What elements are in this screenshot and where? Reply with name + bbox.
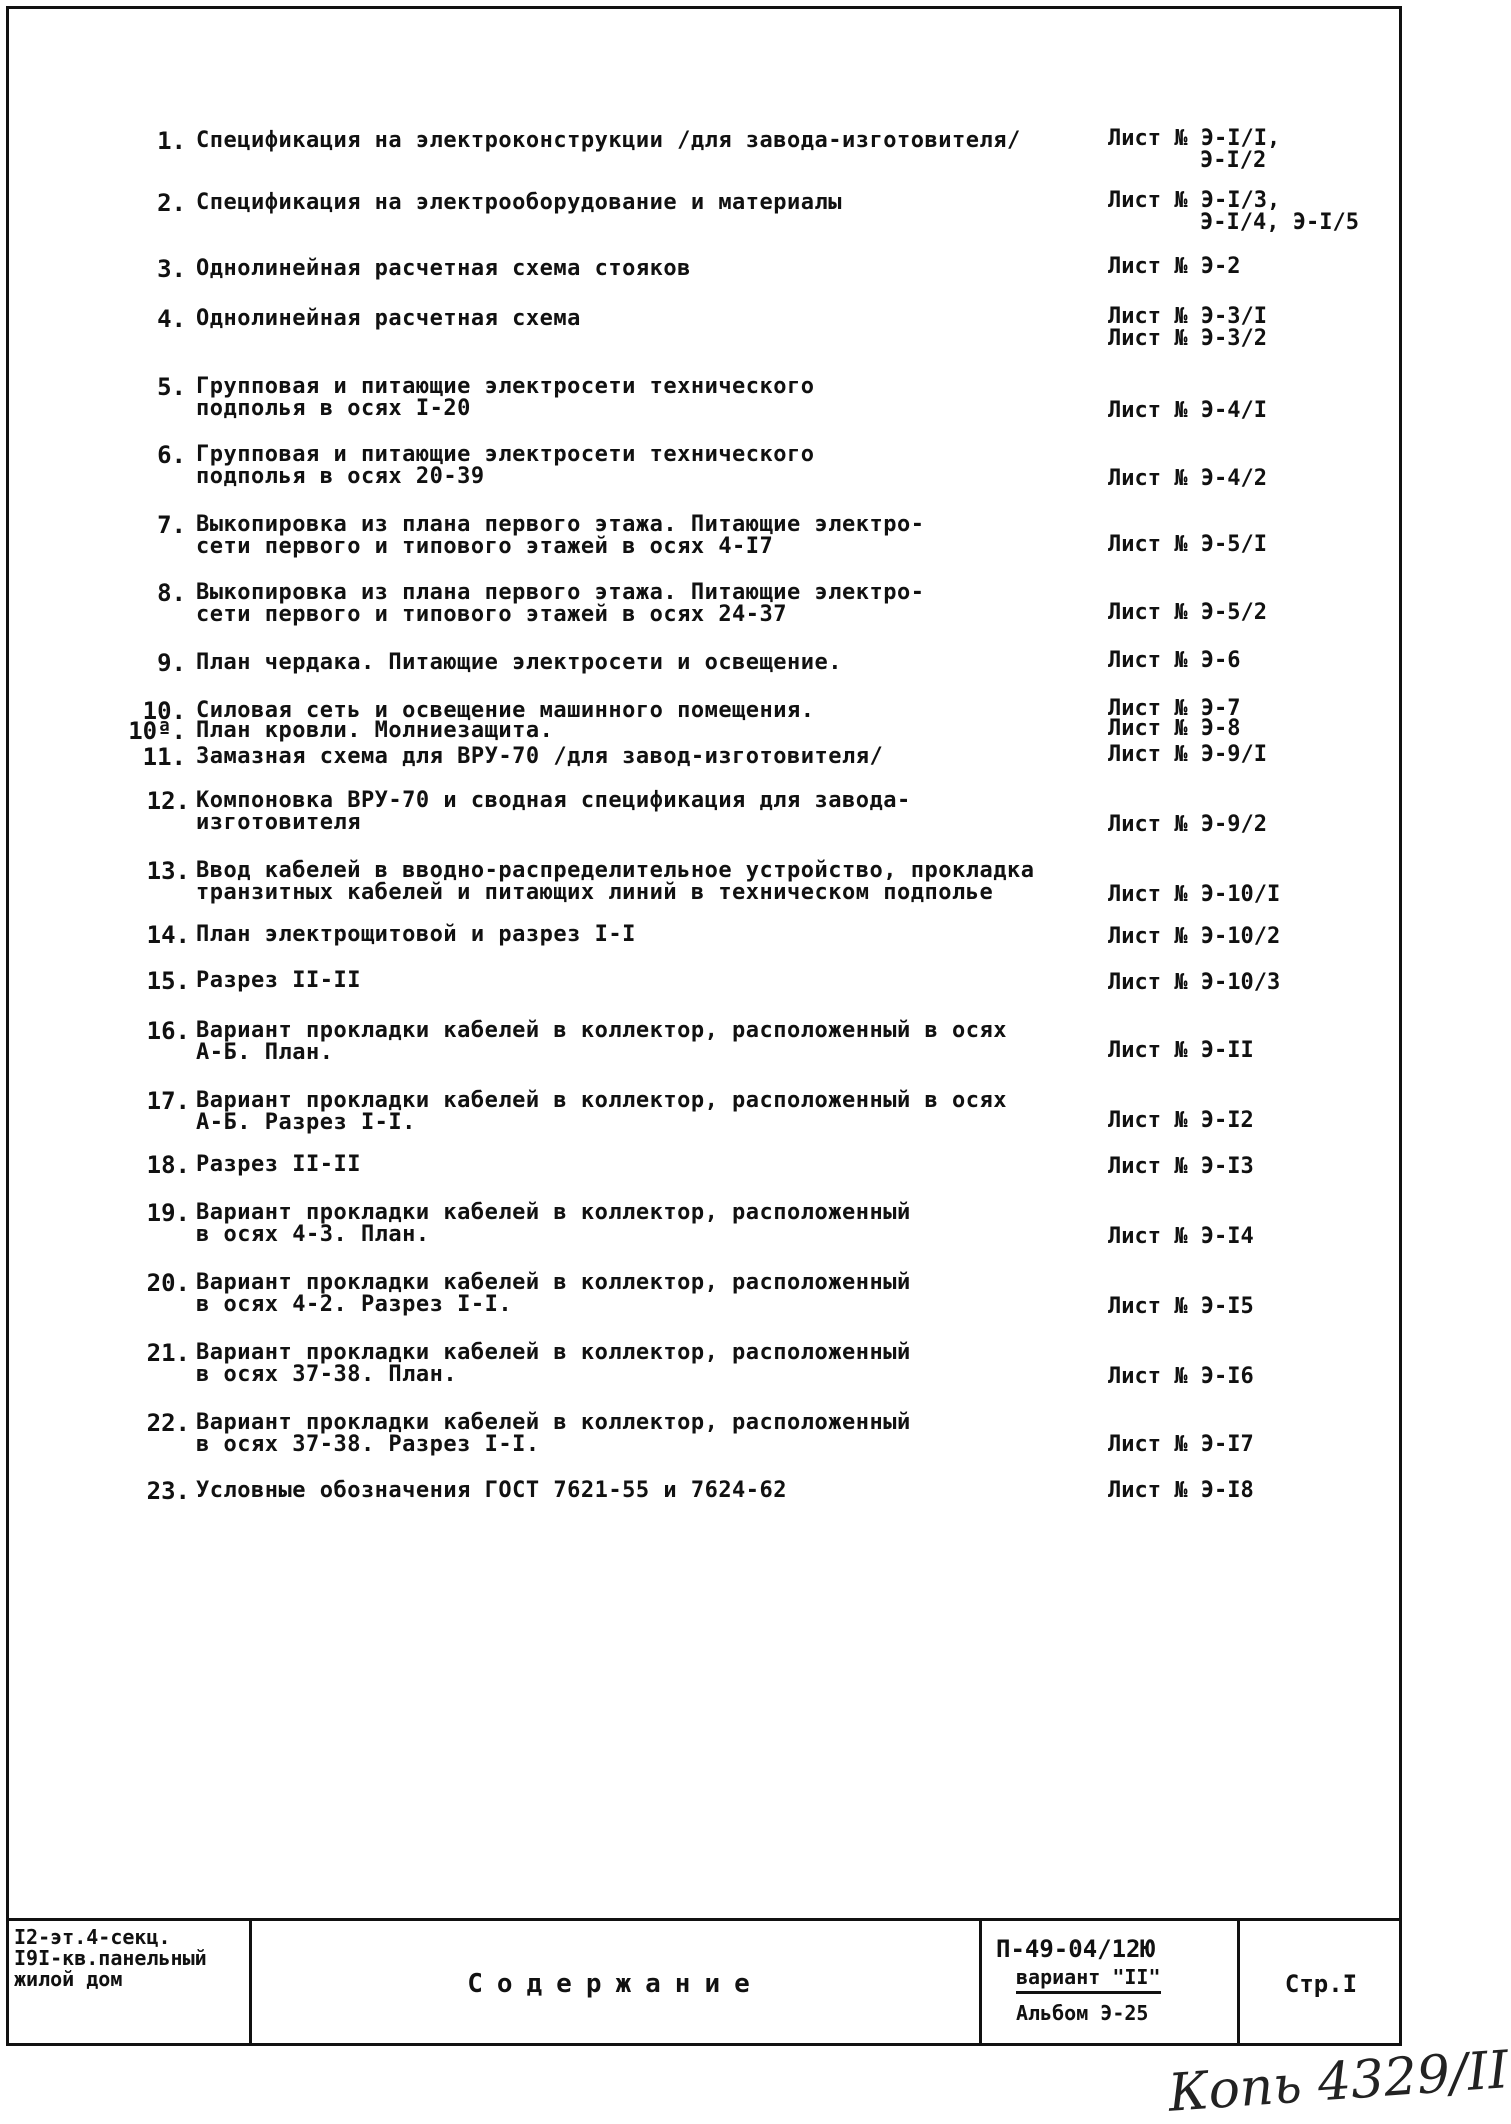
project-code: П-49-04/12Ю xyxy=(996,1935,1155,1963)
entry-number: 15. xyxy=(146,967,190,995)
album-label: Альбом Э-25 xyxy=(1016,2001,1149,2025)
entry-number: 7. xyxy=(157,511,186,539)
object-description xyxy=(6,1921,252,2046)
entry-title xyxy=(196,192,1076,214)
entry-title xyxy=(196,1272,1076,1316)
object-line: I9I-кв.панельный xyxy=(14,1946,207,1970)
entry-number: 18. xyxy=(146,1151,190,1179)
entry-sheet-reference xyxy=(1108,1366,1328,1388)
entry-number: 8. xyxy=(157,579,186,607)
entry-number: 10. xyxy=(142,697,186,725)
entry-title-line: Вариант прокладки кабелей в коллектор, расположенный xyxy=(196,1410,911,1435)
sheet-reference-line: Лист № Э-I/I, xyxy=(1108,126,1281,151)
entry-title xyxy=(196,130,1076,152)
object-line: жилой дом xyxy=(14,1967,123,1991)
entry-title-line: Вариант прокладки кабелей в коллектор, расположенный в осях xyxy=(196,1018,1007,1043)
entry-title-line: Выкопировка из плана первого этажа. Питающие электро- xyxy=(196,580,925,605)
variant-label: вариант "II" xyxy=(1016,1965,1161,1994)
entry-title-line: в осях 37-38. Разрез I-I. xyxy=(196,1432,540,1457)
entry-title-line: Замазная схема для ВРУ-70 /для завод-изготовителя/ xyxy=(196,744,884,769)
page-number-cell xyxy=(1240,1921,1402,2046)
entry-sheet-reference xyxy=(1108,400,1328,422)
entry-number: 3. xyxy=(157,255,186,283)
entry-title xyxy=(196,790,1076,834)
title-block xyxy=(6,1918,1402,2046)
sheet-reference-line: Лист № Э-I/3, xyxy=(1108,188,1281,213)
entry-sheet-reference xyxy=(1108,814,1328,836)
entry-title xyxy=(196,924,1076,946)
sheet-reference-line: Лист № Э-6 xyxy=(1108,648,1241,673)
entry-title-line: сети первого и типового этажей в осях 24-37 xyxy=(196,602,788,627)
entry-title xyxy=(196,1020,1076,1064)
sheet-reference-line: Лист № Э-3/I xyxy=(1108,304,1267,329)
sheet-reference-line: Лист № Э-8 xyxy=(1108,716,1241,741)
sheet-reference-line: Лист № Э-5/I xyxy=(1108,532,1267,557)
entry-title xyxy=(196,1154,1076,1176)
sheet-reference-line: Лист № Э-10/2 xyxy=(1108,924,1281,949)
entry-sheet-reference xyxy=(1108,256,1328,278)
entry-title-line: Силовая сеть и освещение машинного помещения. xyxy=(196,698,815,723)
entry-title-line: подполья в осях 20-39 xyxy=(196,464,485,489)
entry-title xyxy=(196,1342,1076,1386)
entry-sheet-reference xyxy=(1108,188,1359,235)
entry-sheet-reference xyxy=(1108,884,1328,906)
entry-sheet-reference xyxy=(1108,468,1328,490)
sheet-reference-line: Лист № Э-10/I xyxy=(1108,882,1281,907)
entry-title-line: План электрощитовой и разрез I-I xyxy=(196,922,636,947)
sheet-reference-line: Лист № Э-I4 xyxy=(1108,1224,1254,1249)
entry-number: 14. xyxy=(146,921,190,949)
entry-sheet-reference xyxy=(1108,534,1328,556)
entry-title xyxy=(196,970,1076,992)
entry-title xyxy=(196,582,1076,626)
entry-title-line: транзитных кабелей и питающих линий в техническом подполье xyxy=(196,880,994,905)
sheet-reference-line: Лист № Э-I8 xyxy=(1108,1478,1254,1503)
entry-title-line: Групповая и питающие электросети технического xyxy=(196,374,815,399)
entry-title-line: А-Б. План. xyxy=(196,1040,334,1065)
entry-title-line: Спецификация на электроконструкции /для завода-изготовителя/ xyxy=(196,128,1021,153)
entry-title-line: Выкопировка из плана первого этажа. Питающие электро- xyxy=(196,512,925,537)
sheet-reference-line: Лист № Э-10/3 xyxy=(1108,970,1281,995)
entry-title-line: в осях 37-38. План. xyxy=(196,1362,458,1387)
entry-title-line: Вариант прокладки кабелей в коллектор, расположенный xyxy=(196,1340,911,1365)
entry-sheet-reference xyxy=(1108,926,1328,948)
entry-title xyxy=(196,308,1076,330)
entry-title xyxy=(196,1412,1076,1456)
entry-title-line: Ввод кабелей в вводно-распределительное устройство, прокладка xyxy=(196,858,1035,883)
entry-title-line: в осях 4-2. Разрез I-I. xyxy=(196,1292,513,1317)
project-code-cell xyxy=(982,1921,1240,2046)
entry-title xyxy=(196,720,1076,742)
entry-title xyxy=(196,514,1076,558)
sheet-reference-line: Лист № Э-9/I xyxy=(1108,742,1267,767)
sheet-reference-line: Лист № Э-2 xyxy=(1108,254,1241,279)
entry-title xyxy=(196,258,1076,280)
sheet-reference-line: Э-I/2 xyxy=(1200,148,1267,173)
entry-title xyxy=(196,376,1076,420)
handwritten-inventory-mark: Копь 4329/ІІ xyxy=(1166,2040,1511,2124)
entry-number: 5. xyxy=(157,373,186,401)
entry-title xyxy=(196,746,1076,768)
entry-number: 16. xyxy=(146,1017,190,1045)
entry-title xyxy=(196,1202,1076,1246)
entry-sheet-reference xyxy=(1108,718,1328,740)
entry-number: 9. xyxy=(157,649,186,677)
entry-title-line: План кровли. Молниезащита. xyxy=(196,718,554,743)
entry-number: 4. xyxy=(157,305,186,333)
entry-number: 19. xyxy=(146,1199,190,1227)
sheet-reference-line: Лист № Э-4/I xyxy=(1108,398,1267,423)
entry-title-line: Разрез II-II xyxy=(196,1152,361,1177)
entry-number: 21. xyxy=(146,1339,190,1367)
entry-title xyxy=(196,1090,1076,1134)
entry-number: 2. xyxy=(157,189,186,217)
entry-number: 11. xyxy=(142,743,186,771)
sheet-reference-line: Лист № Э-5/2 xyxy=(1108,600,1267,625)
entry-number: 20. xyxy=(146,1269,190,1297)
entry-sheet-reference xyxy=(1108,1110,1328,1132)
entry-sheet-reference xyxy=(1108,1434,1328,1456)
sheet-reference-line: Лист № Э-9/2 xyxy=(1108,812,1267,837)
entry-title-line: изготовителя xyxy=(196,810,361,835)
entry-sheet-reference xyxy=(1108,972,1328,994)
entry-title-line: Однолинейная расчетная схема xyxy=(196,306,581,331)
sheet-reference-line: Лист № Э-4/2 xyxy=(1108,466,1267,491)
sheet-reference-line: Лист № Э-I3 xyxy=(1108,1154,1254,1179)
entry-sheet-reference xyxy=(1108,128,1328,172)
entry-sheet-reference xyxy=(1108,306,1328,350)
object-line: I2-эт.4-секц. xyxy=(14,1925,171,1949)
entry-number: 17. xyxy=(146,1087,190,1115)
sheet-reference-line: Лист № Э-3/2 xyxy=(1108,326,1267,351)
entry-title-line: План чердака. Питающие электросети и освещение. xyxy=(196,650,843,675)
entry-sheet-reference xyxy=(1108,1040,1328,1062)
entry-title-line: А-Б. Разрез I-I. xyxy=(196,1110,416,1135)
entry-title xyxy=(196,652,1076,674)
entry-title-line: Вариант прокладки кабелей в коллектор, расположенный в осях xyxy=(196,1088,1007,1113)
entry-title-line: Однолинейная расчетная схема стояков xyxy=(196,256,691,281)
document-title-cell xyxy=(252,1921,982,2046)
entry-number: 12. xyxy=(146,787,190,815)
entry-sheet-reference xyxy=(1108,650,1328,672)
entry-number: 22. xyxy=(146,1409,190,1437)
entry-title-line: в осях 4-3. План. xyxy=(196,1222,430,1247)
document-title: Содержание xyxy=(467,1968,764,1999)
entry-title-line: Групповая и питающие электросети технического xyxy=(196,442,815,467)
entry-number: 6. xyxy=(157,441,186,469)
entry-title-line: сети первого и типового этажей в осях 4-I7 xyxy=(196,534,774,559)
sheet-reference-line: Лист № Э-I5 xyxy=(1108,1294,1254,1319)
page-number: Стр.I xyxy=(1284,1969,1358,1998)
sheet-reference-line: Лист № Э-II xyxy=(1108,1038,1254,1063)
entry-title xyxy=(196,860,1076,904)
sheet-reference-line: Лист № Э-I6 xyxy=(1108,1364,1254,1389)
sheet-reference-line: Э-I/4, Э-I/5 xyxy=(1200,210,1359,235)
entry-number: 1. xyxy=(157,127,186,155)
entry-title xyxy=(196,1480,1076,1502)
sheet-reference-line: Лист № Э-I2 xyxy=(1108,1108,1254,1133)
entry-number: 13. xyxy=(146,857,190,885)
entry-title-line: Спецификация на электрооборудование и материалы xyxy=(196,190,843,215)
entry-title-line: Компоновка ВРУ-70 и сводная спецификация для завода- xyxy=(196,788,911,813)
sheet-reference-line: Лист № Э-7 xyxy=(1108,696,1241,721)
sheet-reference-line: Лист № Э-I7 xyxy=(1108,1432,1254,1457)
entry-number: 10ª. xyxy=(128,717,186,745)
entry-sheet-reference xyxy=(1108,602,1328,624)
entry-title-line: Вариант прокладки кабелей в коллектор, расположенный xyxy=(196,1270,911,1295)
entry-sheet-reference xyxy=(1108,1480,1328,1502)
entry-sheet-reference xyxy=(1108,1156,1328,1178)
entry-title-line: Условные обозначения ГОСТ 7621-55 и 7624-62 xyxy=(196,1478,788,1503)
entry-title xyxy=(196,444,1076,488)
entry-sheet-reference xyxy=(1108,744,1328,766)
entry-title-line: Вариант прокладки кабелей в коллектор, расположенный xyxy=(196,1200,911,1225)
entry-title-line: подполья в осях I-20 xyxy=(196,396,471,421)
entry-number: 23. xyxy=(146,1477,190,1505)
entry-sheet-reference xyxy=(1108,1226,1328,1248)
entry-title-line: Разрез II-II xyxy=(196,968,361,993)
entry-sheet-reference xyxy=(1108,1296,1328,1318)
